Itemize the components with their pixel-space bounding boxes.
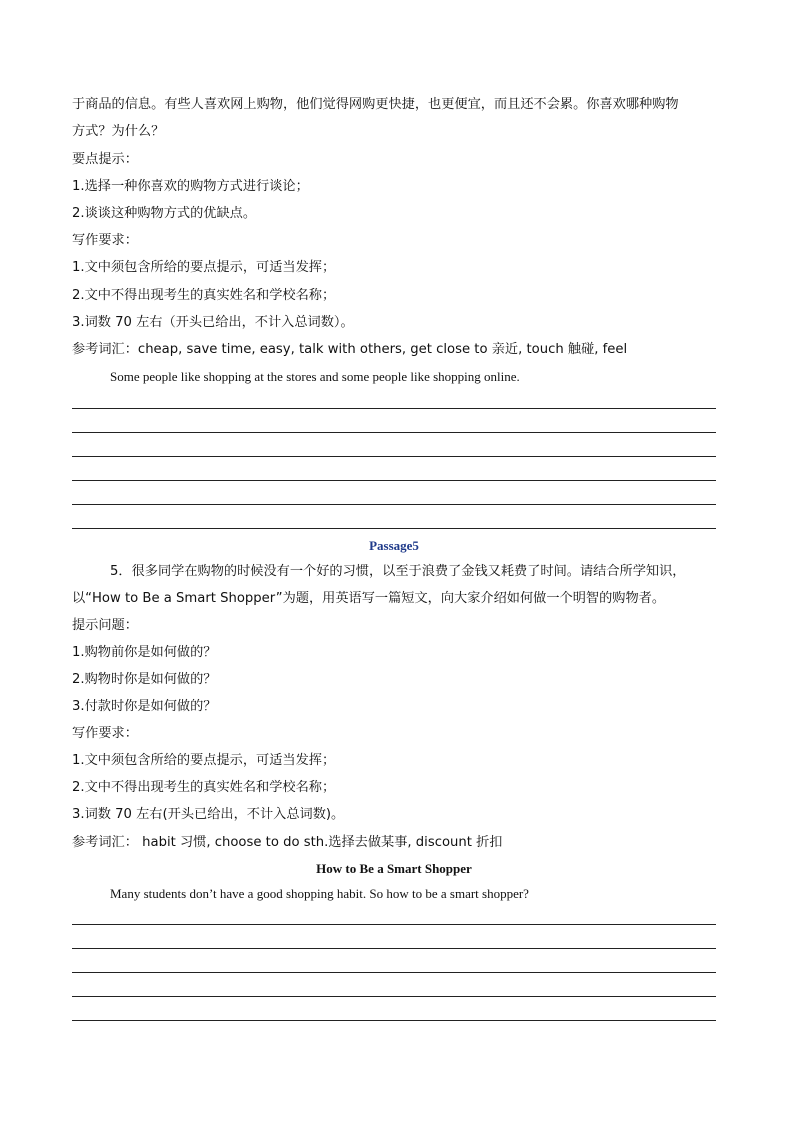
- requirement-item: 2.文中不得出现考生的真实姓名和学校名称；: [72, 288, 336, 303]
- passage-title: Passage5: [369, 538, 419, 553]
- prompt-line: 5．很多同学在购物的时候没有一个好的习惯，以至于浪费了金钱又耗费了时间。请结合所学知识，: [110, 564, 686, 579]
- requirement-item: 3.词数 70 左右（开头已给出，不计入总词数）。: [72, 315, 354, 330]
- requirement-item: 3.词数 70 左右(开头已给出，不计入总词数)。: [72, 807, 345, 822]
- question-item: 1.购物前你是如何做的？: [72, 645, 217, 660]
- answer-line[interactable]: [72, 972, 716, 973]
- essay-opening: Many students don’t have a good shopping habit. So how to be a smart shopper?: [110, 886, 529, 901]
- prompt-line: 方式？为什么？: [72, 124, 165, 139]
- answer-line[interactable]: [72, 948, 716, 949]
- requirements-label: 写作要求：: [72, 726, 138, 741]
- requirements-label: 写作要求：: [72, 233, 138, 248]
- vocabulary-hint: 参考词汇： habit 习惯, choose to do sth.选择去做某事, discount 折扣: [72, 835, 503, 850]
- answer-line[interactable]: [72, 504, 716, 505]
- questions-label: 提示问题：: [72, 618, 138, 633]
- requirement-item: 1.文中须包含所给的要点提示，可适当发挥；: [72, 753, 336, 768]
- hints-label: 要点提示：: [72, 152, 138, 167]
- vocabulary-hint: 参考词汇：cheap, save time, easy, talk with others, get close to 亲近, touch 触碰, feel: [72, 342, 628, 357]
- hint-item: 1.选择一种你喜欢的购物方式进行谈论；: [72, 179, 309, 194]
- essay-title: How to Be a Smart Shopper: [316, 861, 472, 876]
- answer-line[interactable]: [72, 996, 716, 997]
- requirement-item: 2.文中不得出现考生的真实姓名和学校名称；: [72, 780, 336, 795]
- prompt-line: 于商品的信息。有些人喜欢网上购物，他们觉得网购更快捷，也更便宜，而且还不会累。你喜欢哪种购物: [72, 97, 679, 112]
- answer-line[interactable]: [72, 432, 716, 433]
- answer-line[interactable]: [72, 1020, 716, 1021]
- answer-line[interactable]: [72, 456, 716, 457]
- answer-line[interactable]: [72, 480, 716, 481]
- question-item: 3.付款时你是如何做的？: [72, 699, 217, 714]
- question-item: 2.购物时你是如何做的？: [72, 672, 217, 687]
- essay-opening: Some people like shopping at the stores and some people like shopping online.: [110, 369, 520, 384]
- answer-line[interactable]: [72, 528, 716, 529]
- requirement-item: 1.文中须包含所给的要点提示，可适当发挥；: [72, 260, 336, 275]
- hint-item: 2.谈谈这种购物方式的优缺点。: [72, 206, 257, 221]
- prompt-line: 以“How to Be a Smart Shopper”为题，用英语写一篇短文，向大家介绍如何做一个明智的购物者。: [72, 591, 666, 606]
- answer-line[interactable]: [72, 408, 716, 409]
- answer-line[interactable]: [72, 924, 716, 925]
